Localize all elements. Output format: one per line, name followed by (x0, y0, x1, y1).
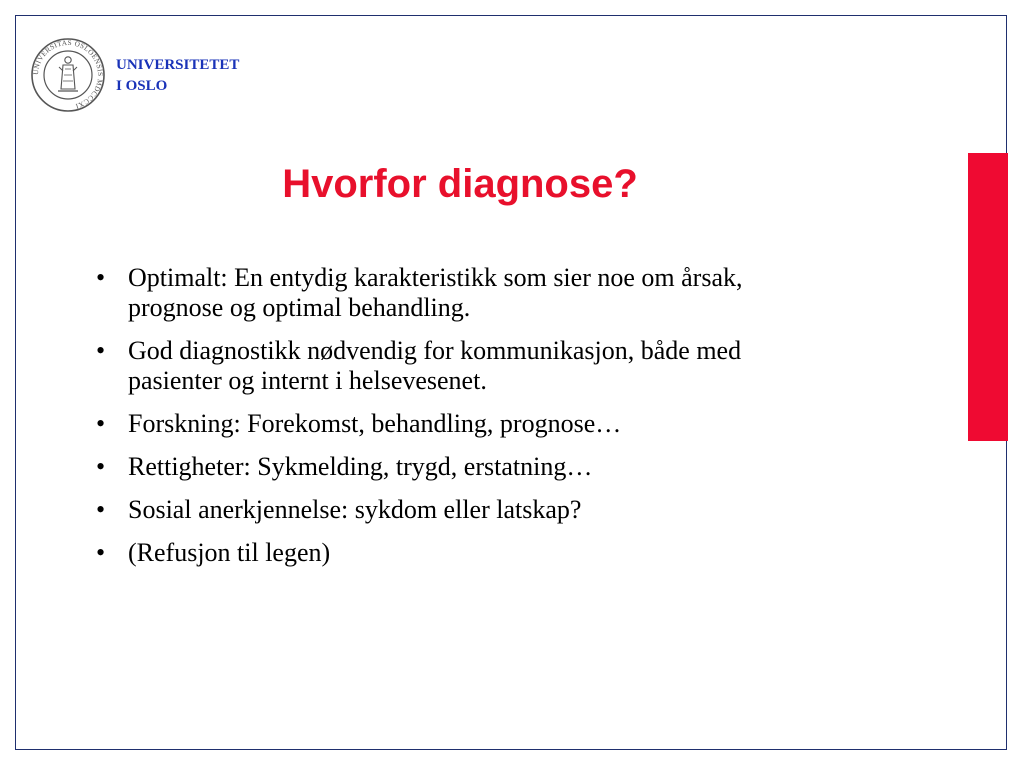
seal-text: UNIVERSITAS OSLOENSIS MDCCCXI (31, 38, 105, 111)
bullet-dot: • (96, 452, 106, 481)
university-seal-icon (30, 37, 106, 113)
bullet-item (96, 263, 816, 323)
bullet-item (96, 538, 816, 568)
bullet-item (96, 409, 816, 439)
bullet-text: Rettigheter: Sykmelding, trygd, erstatning… (128, 452, 593, 481)
bullet-dot: • (96, 495, 106, 524)
bullet-text: (Refusjon til legen) (128, 538, 331, 567)
bullet-dot: • (96, 263, 106, 292)
bullet-dot: • (96, 538, 106, 567)
slide-title: Hvorfor diagnose? (282, 162, 638, 206)
accent-bar (968, 153, 1008, 441)
bullet-list (96, 263, 816, 581)
bullet-dot: • (96, 336, 106, 365)
university-name-line2: I OSLO (116, 78, 168, 94)
bullet-text: Sosial anerkjennelse: sykdom eller latskap? (128, 495, 582, 524)
university-name-line1: UNIVERSITETET (116, 57, 240, 73)
bullet-dot: • (96, 409, 106, 438)
bullet-text: Forskning: Forekomst, behandling, prognose… (128, 409, 622, 438)
bullet-item (96, 452, 816, 482)
bullet-text: God diagnostikk nødvendig for kommunikasjon, både med pasienter og internt i helsevesenet. (128, 336, 742, 395)
bullet-item (96, 336, 816, 396)
university-name (116, 55, 239, 97)
bullet-item (96, 495, 816, 525)
bullet-text: Optimalt: En entydig karakteristikk som sier noe om årsak, prognose og optimal behandling. (128, 263, 743, 322)
